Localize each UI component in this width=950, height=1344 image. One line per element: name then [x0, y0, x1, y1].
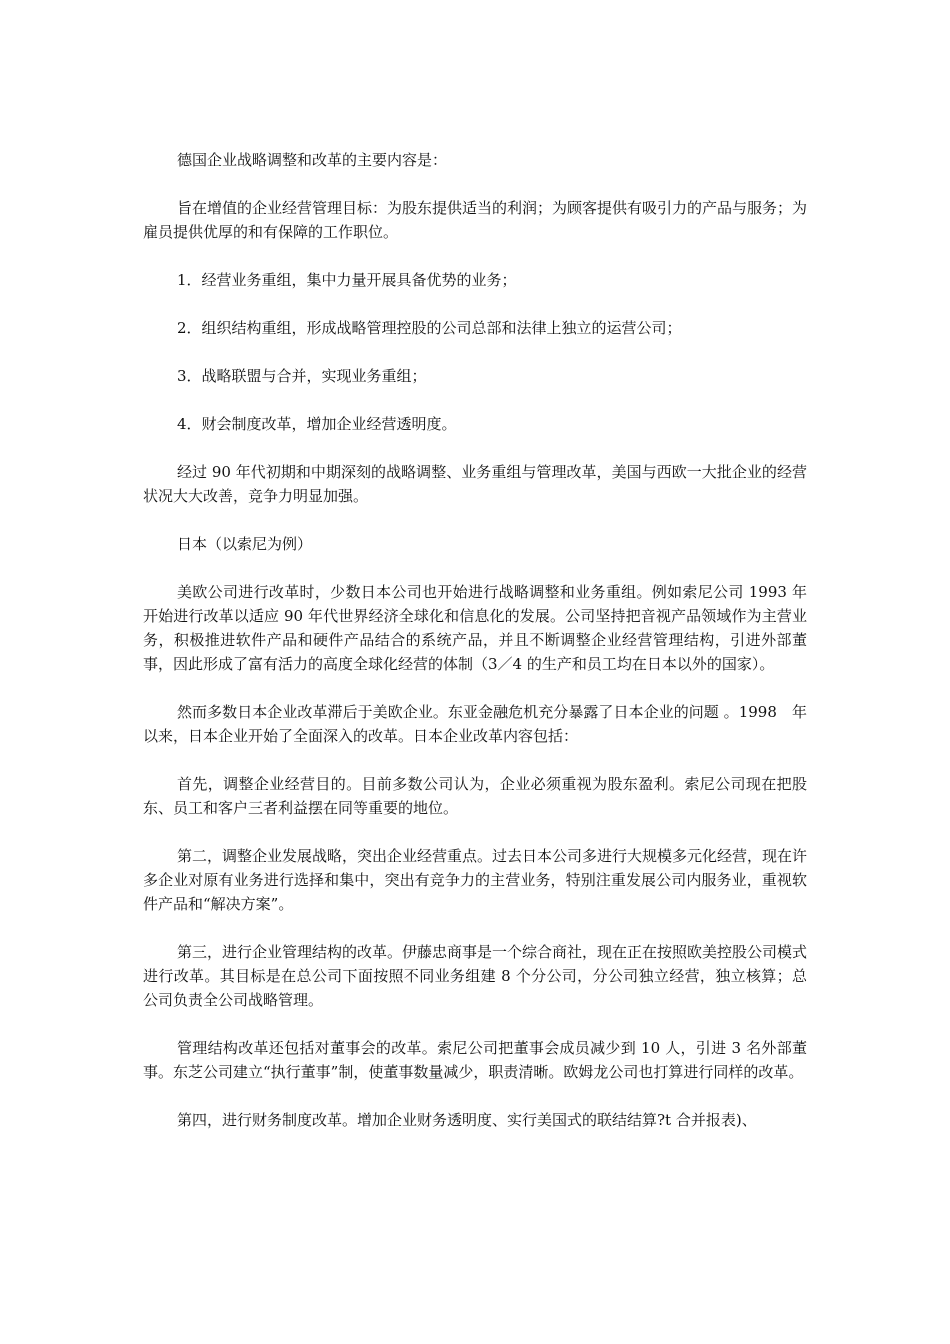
document-body [143, 148, 807, 1132]
fourth-reform-paragraph: 第四，进行财务制度改革。增加企业财务透明度、实行美国式的联结结算?t 合并报表)、 [177, 1111, 757, 1129]
first-reform-paragraph: 首先，调整企业经营目的。目前多数公司认为，企业必须重视为股东盈利。索尼公司现在把股东、员工和客户三者利益摆在同等重要的地位。 [143, 775, 807, 817]
list-item-3: 3．战略联盟与合并，实现业务重组； [177, 367, 427, 385]
intro-heading: 德国企业战略调整和改革的主要内容是： [177, 151, 448, 169]
section-heading-japan: 日本（以索尼为例） [177, 535, 313, 553]
second-reform-paragraph: 第二，调整企业发展战略，突出企业经营重点。过去日本公司多进行大规模多元化经营，现在许多企业对原有业务进行选择和集中，突出有竞争力的主营业务，特别注重发展公司内服务业，重视软件产品和“解决方案”。 [143, 847, 808, 913]
summary-paragraph: 经过 90 年代初期和中期深刻的战略调整、业务重组与管理改革，美国与西欧一大批企业的经营状况大大改善，竞争力明显加强。 [143, 463, 807, 505]
list-item-4: 4．财会制度改革，增加企业经营透明度。 [177, 415, 457, 433]
list-item-2: 2．组织结构重组，形成战略管理控股的公司总部和法律上独立的运营公司； [177, 319, 682, 337]
sony-paragraph: 美欧公司进行改革时，少数日本公司也开始进行战略调整和业务重组。例如索尼公司 1993 年开始进行改革以适应 90 年代世界经济全球化和信息化的发展。公司坚持把音视产品领域作为主营业务，积极推进软件产品和硬件产品结合的系统产品，并且不断调整企业经营管理结构，引进外部董事，因此形成了富有活力的高度全球化经营的体制（3／4 的生产和员工均在日本以外的国家）。 [143, 583, 807, 673]
goal-paragraph: 旨在增值的企业经营管理目标：为股东提供适当的利润；为顾客提供有吸引力的产品与服务；为雇员提供优厚的和有保障的工作职位。 [143, 199, 808, 241]
third-reform-paragraph: 第三，进行企业管理结构的改革。伊藤忠商事是一个综合商社，现在正在按照欧美控股公司模式进行改革。其目标是在总公司下面按照不同业务组建 8 个分公司，分公司独立经营，独立核算；总公司负责全公司战略管理。 [143, 943, 808, 1009]
list-item-1: 1．经营业务重组，集中力量开展具备优势的业务； [177, 271, 517, 289]
japan-lag-paragraph: 然而多数日本企业改革滞后于美欧企业。东亚金融危机充分暴露了日本企业的问题 。1998 年以来，日本企业开始了全面深入的改革。日本企业改革内容包括： [143, 703, 807, 745]
board-reform-paragraph: 管理结构改革还包括对董事会的改革。索尼公司把董事会成员减少到 10 人，引进 3 名外部董事。东芝公司建立“执行董事”制，使董事数量减少，职责清晰。欧姆龙公司也打算进行同样的改革。 [143, 1039, 807, 1081]
